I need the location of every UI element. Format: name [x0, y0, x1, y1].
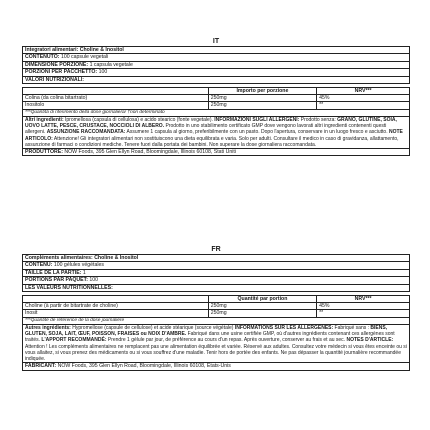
label-it	[22, 38, 410, 156]
ingredients-paragraph-fr: Autres ingrédients: Hypromellose (capsule de cellulose) et acide stéarique (source végétale) INFORMATIONS SUR LES ALLERGÈNES: Fabriqué sans : BIENS, GLUTEN, SOJA, LAIT, ŒUF, POISSON, FRAISES ou NOIX D'AMBRE. Fabriqué dans une usine certifiée GMP, où d'autres ingrédients contenant ces allergènes sont traités. L'APPORT RECOMMANDÉ: Prendre 1 gélule par jour, de préférence au cours d'un repas. Après ouverture, conserver au frais et au sec. NOTES D'ARTICLE: Attention ! Les compléments alimentaires ne remplacent pas une alimentation équilibrée et variée. Réservé aux adultes. Consultez votre médecin si vous êtes enceinte ou si vous allaitez, si vous prenez des médicaments ou si vous souffrez d'une maladie. Tenir hors de portée des enfants. Ne pas dépasser la quantité journalière recommandée indiquée.	[22, 325, 410, 363]
table-header: Importo per porzione NRV***	[23, 88, 410, 95]
produttore-row: PRODUTTORE: NOW Foods, 395 Glen Ellyn Road, Bloomingdale, Illinois 60108, Stati Uniti	[22, 149, 410, 156]
valeurs-row: LES VALEURS NUTRITIONNELLES:	[22, 285, 410, 292]
taille-row: TAILLE DE LA PARTIE: 1	[22, 270, 410, 277]
portions-row: PORTIONS PAR PAQUET: 100	[22, 277, 410, 284]
reference-note-it: ***Quantità di riferimento della dose giornaliera/ †non determinato	[22, 110, 410, 117]
table-row: Choline (à partir de bitartrate de choline) 250mg 45%	[23, 303, 410, 310]
table-header: Quantité par portion NRV***	[23, 296, 410, 303]
language-heading-fr: FR	[211, 246, 221, 253]
valori-row: VALORI NUTRIZIONALI:	[22, 77, 410, 84]
dimensione-row: DIMENSIONE PORZIONE: 1 capsula vegetale	[22, 62, 410, 69]
contenuto-row: CONTENUTO: 100 capsule vegetali	[22, 54, 410, 61]
table-row: Colina (da colina bitartrato) 250mg 45%	[23, 95, 410, 102]
product-title-it: Integratori alimentari: Choline & Inositol	[22, 46, 410, 54]
table-row: Inositolo 250mg **	[23, 102, 410, 109]
porzioni-row: PORZIONI PER PACCHETTO: 100	[22, 69, 410, 76]
table-row: Inosit 250mg **	[23, 310, 410, 317]
language-heading-it: IT	[212, 38, 220, 45]
reference-note-fr: ***Quantité de référence de la dose journalière	[22, 318, 410, 325]
ingredients-paragraph-it: Altri ingredienti: Ipromellosa (capsula di cellulosa) e acido stearico (fonte vegetale). INFORMAZIONI SUGLI ALLERGENI: Prodotto senza: GRANO, GLUTINE, SOIA, UOVO LATTE, PESCE, CRUSTACE, NOCCIOLI DI ALBERO. Prodotto in uno stabilimento certificato GMP dove vengono lavorati altri ingredienti contenenti questi allergeni. ASSUNZIONE RACCOMANDATA: Assumere 1 capsula al giorno, preferibilmente con un pasto. Dopo l'apertura, conservare in un luogo fresco e asciutto. NOTE ARTICOLO: Attenzione! Gli integratori alimentari non sostituiscono una dieta equilibrata e varia. Solo per adulti. Consultare il medico in caso di gravidanza, allattamento, assunzione di farmaci o condizioni mediche. Tenere fuori dalla portata dei bambini. Non superare la dose giornaliera raccomandata.	[22, 117, 410, 149]
nutrition-table-fr	[22, 295, 410, 318]
product-title-fr: Compléments alimentaires: Choline & Inositol	[22, 254, 410, 262]
label-fr	[22, 246, 410, 371]
contenu-row: CONTENU: 100 gélules végétales	[22, 262, 410, 269]
nutrition-table-it	[22, 87, 410, 110]
fabricant-row: FABRICANT: NOW Foods, 395 Glen Ellyn Road, Bloomingdale, Illinois 60108, Etats-Unis	[22, 363, 410, 370]
